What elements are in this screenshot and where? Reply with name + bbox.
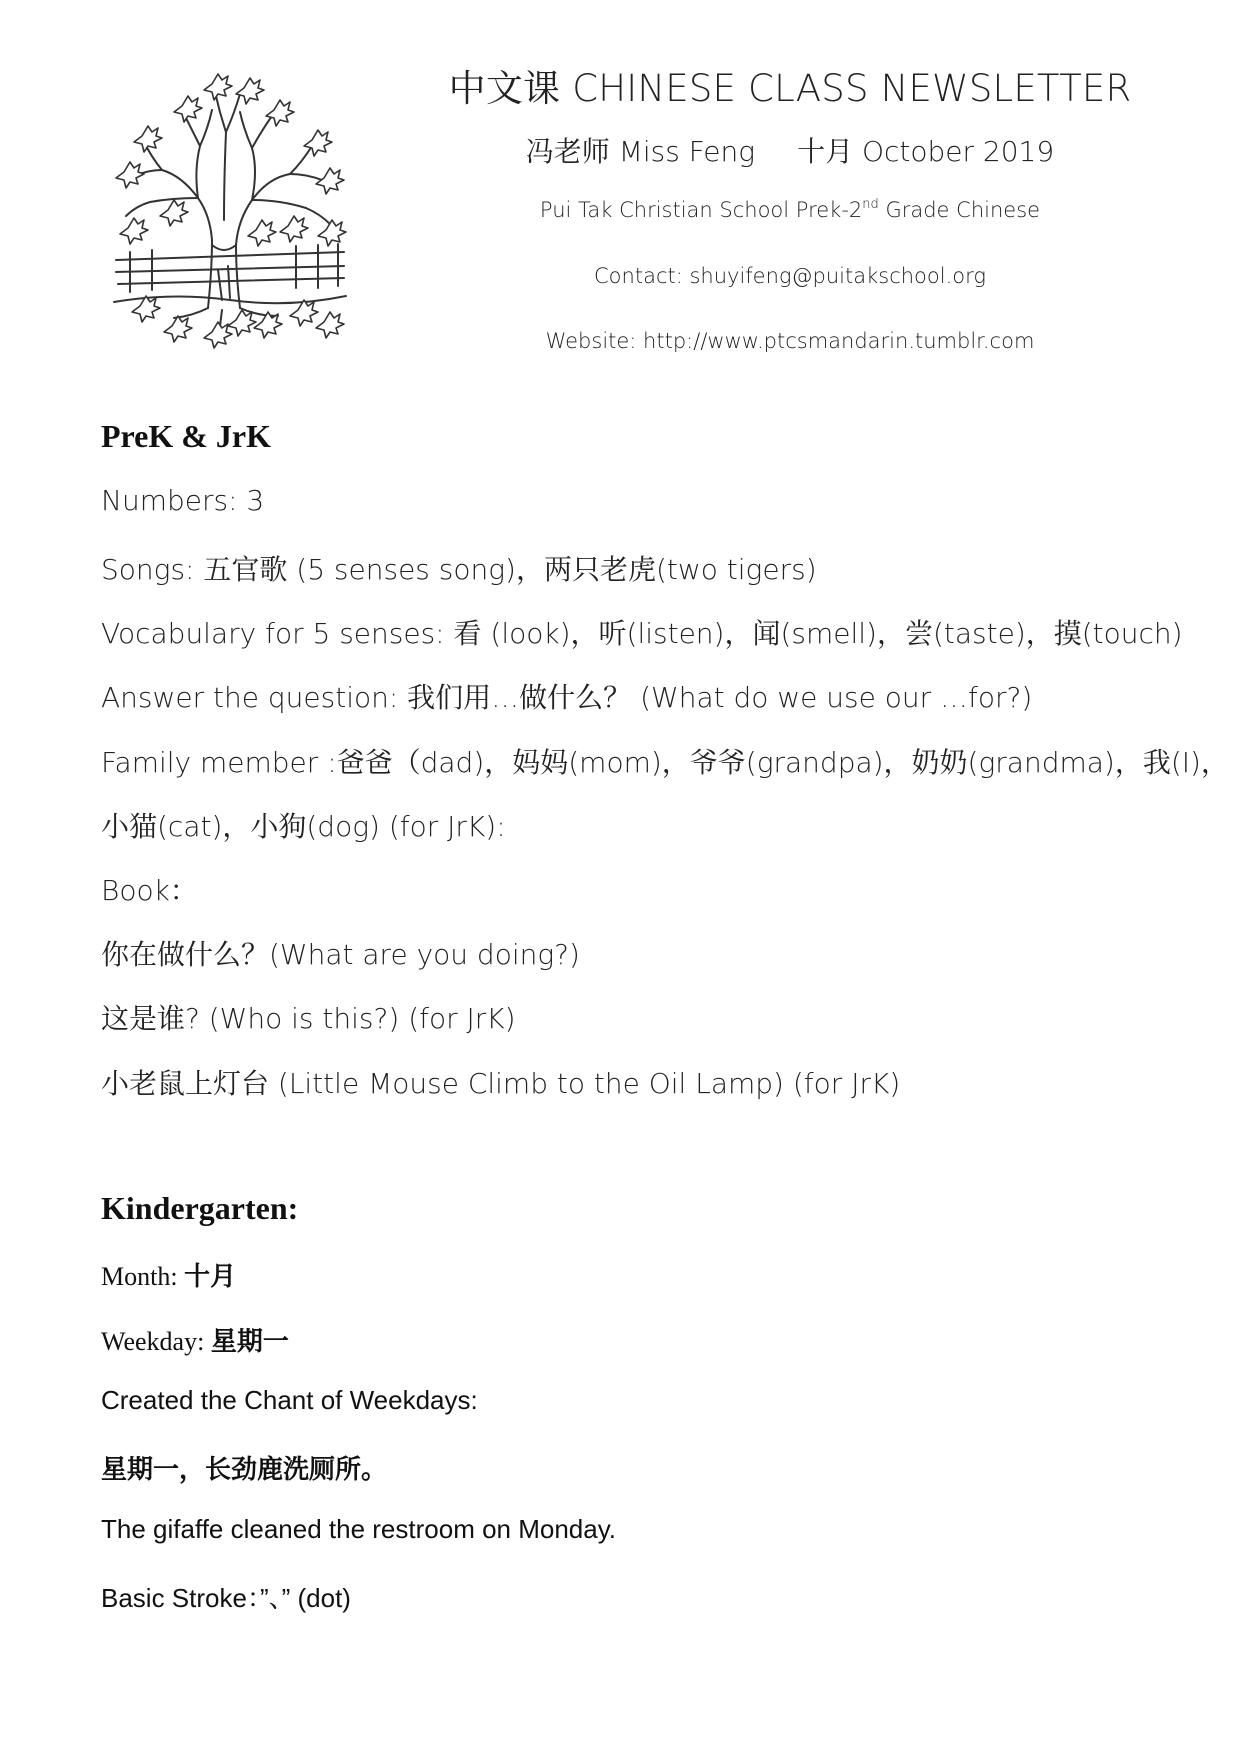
contact-email[interactable]: Contact: shuyifeng@puitakschool.org (594, 264, 986, 288)
autumn-tree-illustration (112, 70, 348, 352)
school-name: Pui Tak Christian School Prek-2 (539, 198, 863, 222)
website-link[interactable]: Website: http://www.ptcsmandarin.tumblr.com (545, 329, 1035, 353)
grade-label: Grade Chinese (878, 198, 1041, 222)
teacher-date-line (430, 130, 1150, 170)
section-heading-prek: PreK & JrK (101, 418, 272, 454)
teacher-name: 冯老师 Miss Feng (525, 135, 756, 168)
prek-family-members: Family member :爸爸（dad)，妈妈(mom)，爷爷(grandpa)，奶奶(grandma)，我(I)， (101, 746, 1229, 779)
prek-vocabulary: Vocabulary for 5 senses: 看 (look)，听(listen)，闻(smell)，尝(taste)，摸(touch) (101, 617, 1183, 650)
kinder-month (101, 1256, 236, 1293)
issue-month: 十月 October 2019 (797, 135, 1055, 168)
weekday-label: Weekday: (101, 1327, 205, 1356)
prek-family-members-cont: 小猫(cat)，小狗(dog) (for JrK): (101, 810, 506, 843)
kinder-weekday (101, 1321, 289, 1358)
school-line (430, 198, 1150, 222)
month-label: Month: (101, 1262, 178, 1291)
kinder-chant-english: The gifaffe cleaned the restroom on Monday. (101, 1514, 617, 1544)
weekday-value: 星期一 (210, 1327, 289, 1356)
newsletter-title: 中文课 CHINESE CLASS NEWSLETTER (448, 67, 1132, 110)
prek-book-label: Book： (101, 874, 198, 907)
prek-book-3: 小老鼠上灯台 (Little Mouse Climb to the Oil Lamp) (for JrK) (101, 1067, 901, 1100)
month-value: 十月 (184, 1262, 237, 1291)
prek-songs: Songs: 五官歌 (5 senses song)，两只老虎(two tigers) (101, 553, 817, 586)
kinder-chant-title: Created the Chant of Weekdays: (101, 1385, 478, 1415)
kinder-chant-chinese: 星期一，长劲鹿洗厕所。 (101, 1454, 388, 1484)
prek-question: Answer the question: 我们用…做什么？ (What do we use our …for?) (101, 681, 1033, 714)
prek-book-1: 你在做什么？(What are you doing?) (101, 938, 580, 971)
prek-numbers: Numbers: 3 (101, 484, 265, 517)
kinder-basic-stroke: Basic Stroke：”、” (dot) (101, 1583, 351, 1613)
section-heading-kindergarten: Kindergarten: (101, 1190, 299, 1226)
prek-book-2: 这是谁? (Who is this?) (for JrK) (101, 1002, 516, 1035)
ordinal-suffix: nd (862, 197, 879, 212)
